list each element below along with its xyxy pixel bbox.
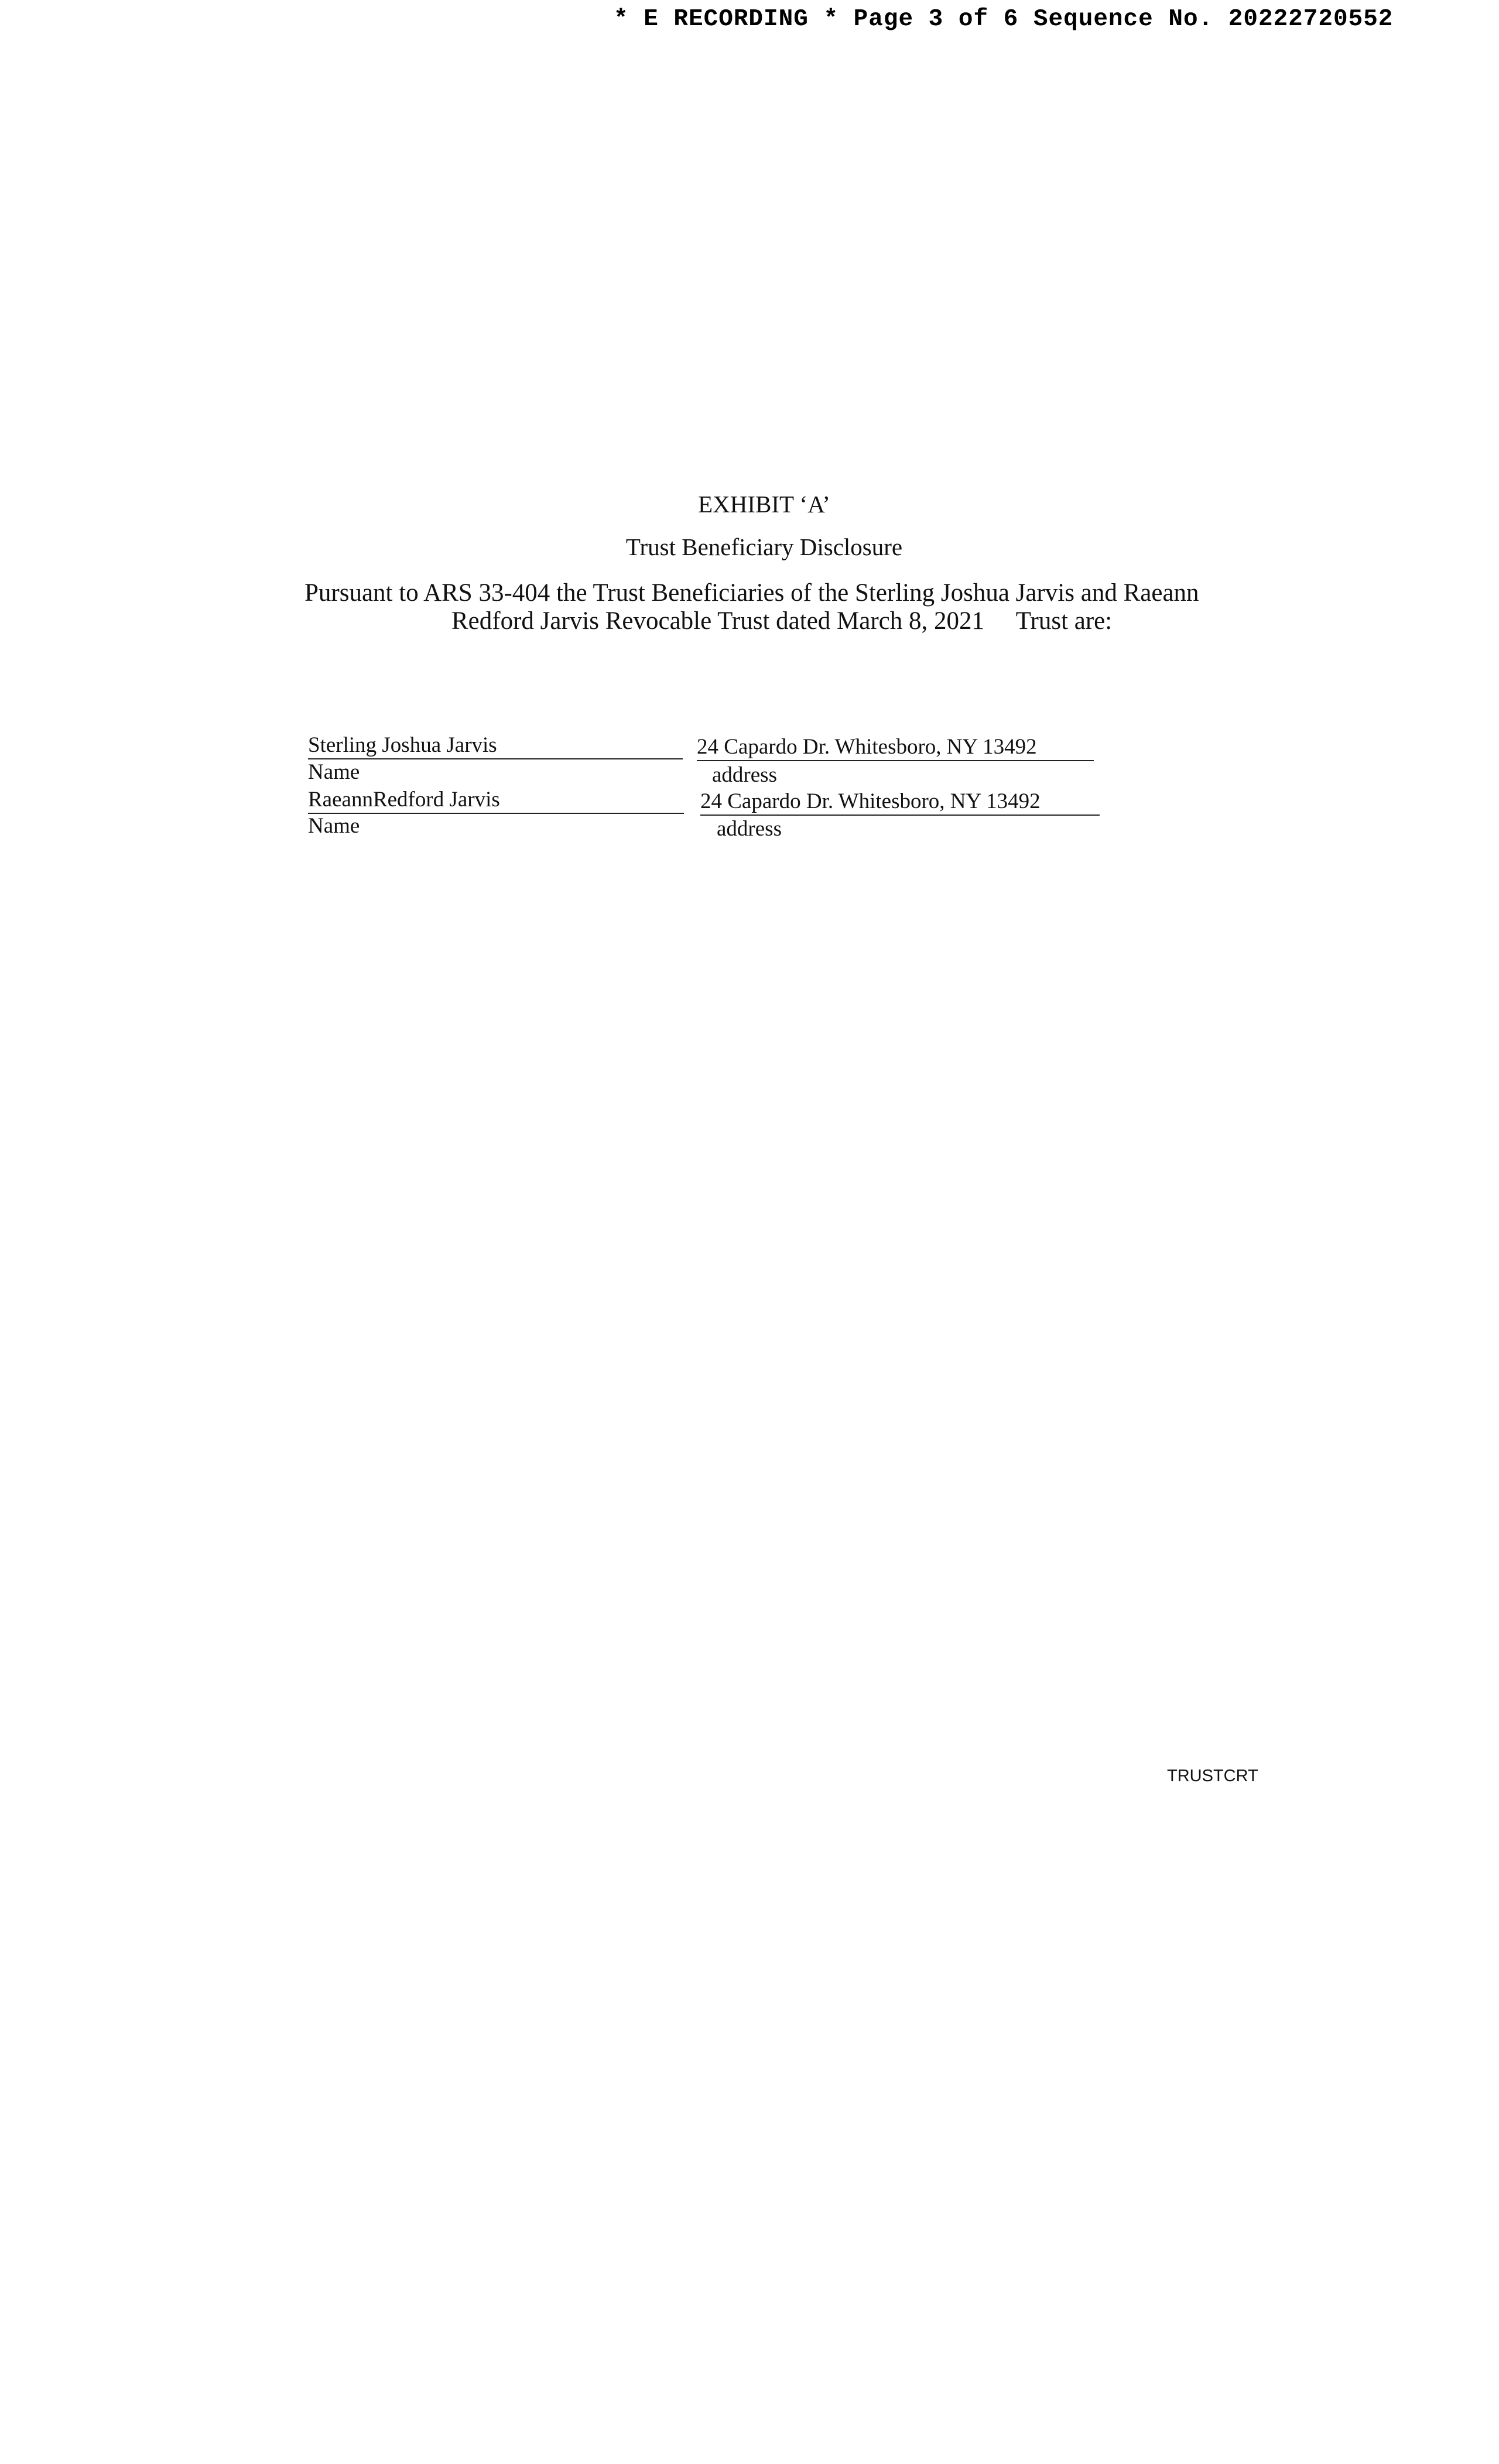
form-code: TRUSTCRT (1167, 1767, 1258, 1785)
intro-line-1: Pursuant to ARS 33-404 the Trust Beneficiaries of the Sterling Joshua Jarvis and Raeann (304, 579, 1199, 607)
beneficiary-1-address: 24 Capardo Dr. Whitesboro, NY 13492 (697, 734, 1094, 761)
exhibit-title: EXHIBIT ‘A’ (698, 491, 830, 518)
intro-line-2: Redford Jarvis Revocable Trust dated March 8, 2021 Trust are: (451, 607, 1113, 635)
disclosure-title: Trust Beneficiary Disclosure (625, 533, 903, 560)
beneficiary-2-address: 24 Capardo Dr. Whitesboro, NY 13492 (700, 789, 1100, 816)
recording-header: * E RECORDING * Page 3 of 6 Sequence No. 20222720552 (614, 6, 1394, 33)
beneficiary-2-name-caption: Name (308, 814, 360, 838)
beneficiary-1-address-caption: address (712, 763, 777, 787)
beneficiary-2-address-caption: address (717, 817, 782, 841)
beneficiary-2-name: RaeannRedford Jarvis (308, 787, 684, 814)
beneficiary-1-name: Sterling Joshua Jarvis (308, 733, 683, 759)
beneficiary-1-name-caption: Name (308, 760, 360, 784)
